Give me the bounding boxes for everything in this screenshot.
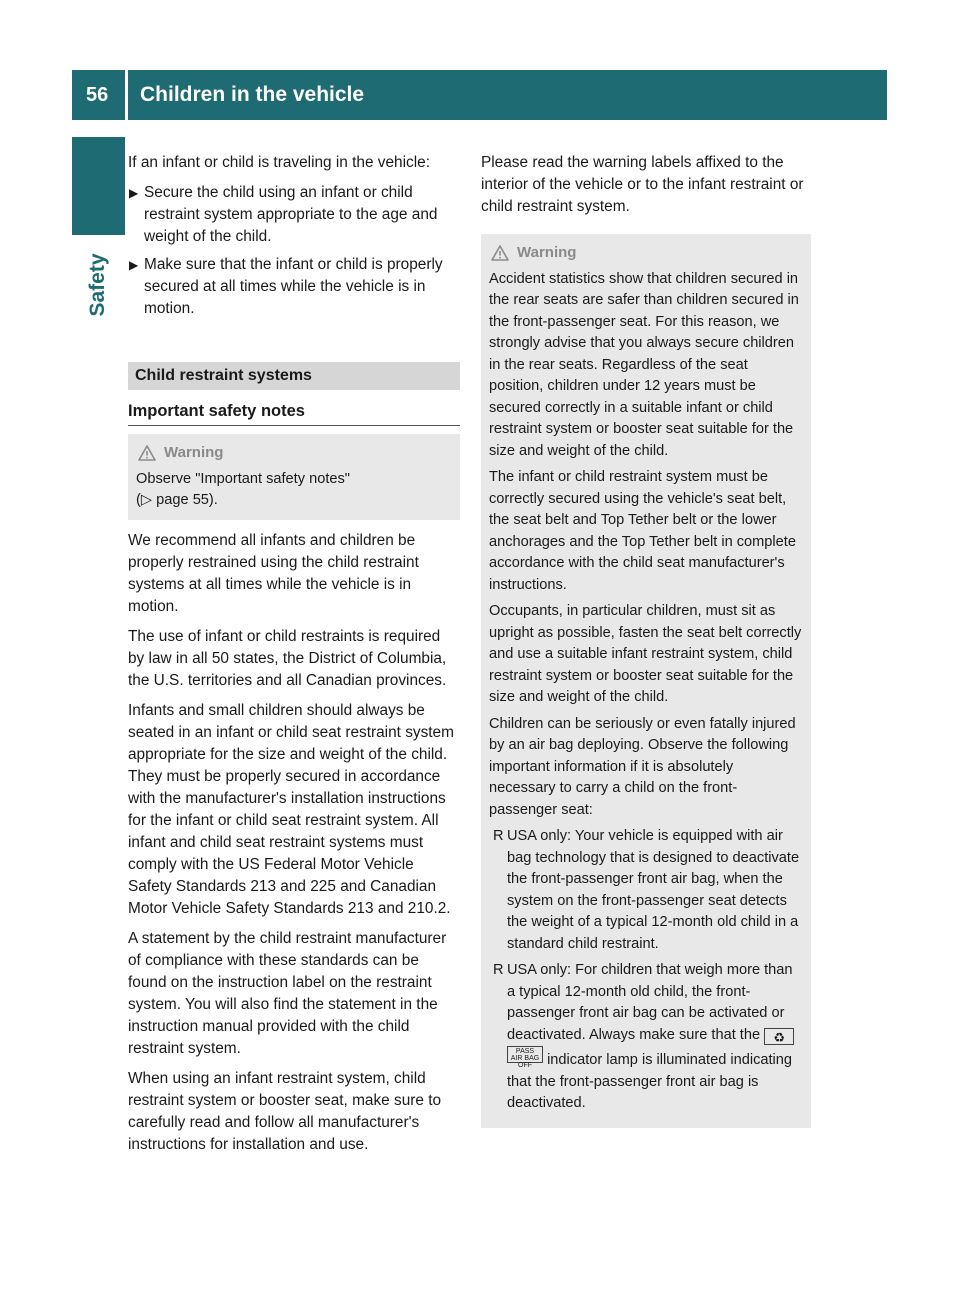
warning-box xyxy=(128,434,460,520)
warning-header xyxy=(136,442,452,464)
header-divider xyxy=(125,70,128,120)
list-item xyxy=(128,254,460,320)
bullet-text: Secure the child using an infant or child restraint system appropriate to the age and weight of the child. xyxy=(144,184,438,245)
page-reference[interactable]: (▷ page 55). xyxy=(136,492,218,508)
warning-paragraph: The infant or child restraint system must be correctly secured using the vehicle's seat belt, the seat belt and Top Tether belt or the lower anchorages and the Top Tether belt in complete accordance with the child seat manufacturer's instructions. xyxy=(489,469,796,593)
subheading: Important safety notes xyxy=(128,390,460,426)
list-item xyxy=(128,182,460,248)
page-title: Children in the vehicle xyxy=(140,83,365,106)
warning-triangle-icon xyxy=(138,445,156,461)
page-number: 56 xyxy=(86,84,109,106)
lamp-text-2: AIR BAG OFF xyxy=(510,1055,540,1069)
side-tab-text: Safety xyxy=(86,253,109,317)
reference-arrow-icon: ▷ xyxy=(140,492,153,508)
warning-header xyxy=(489,242,803,264)
warning-list-item xyxy=(489,960,803,1115)
section-heading: Child restraint systems xyxy=(128,362,460,390)
arrow-bullet-icon: ▶ xyxy=(129,258,139,272)
paragraph: When using an infant restraint system, child restraint system or booster seat, make sure to carefully read and follow all manufacturer's instructions for installation and use. xyxy=(128,1069,442,1153)
warning-paragraph: Accident statistics show that children secured in the rear seats are safer than children secured in the front-passenger seat. For this reason, we strongly advise that you always secure children in the rear seats. Regardless of the seat position, children under 12 years must be secured correctly in a suitable infant or child restraint system or booster seat suitable for the size and weight of the child. xyxy=(489,270,799,459)
intro-text: Please read the warning labels affixed to the interior of the vehicle or to the infant restraint or child restraint system. xyxy=(481,154,804,215)
warning-label: Warning xyxy=(164,444,224,461)
warning-bullet-text: USA only: Your vehicle is equipped with air bag technology that is designed to deactivate the front-passenger front air bag, when the system on the front-passenger seat detects the weight of a typical 12-month old child in a standard child restraint. xyxy=(507,828,800,952)
paragraph: The use of infant or child restraints is required by law in all 50 states, the District of Columbia, the U.S. territories and all Canadian provinces. xyxy=(128,627,447,689)
lamp-tail-text: indicator lamp is illuminated indicating that the front-passenger front air bag is deactivated. xyxy=(507,1052,793,1111)
side-tab-block xyxy=(72,137,125,235)
bullet-mark: R xyxy=(493,962,504,978)
paragraph: A statement by the child restraint manufacturer of compliance with these standards can be found on the instruction label on the restraint system. You will also find the statement in the instruction manual provided with the child restraint system. xyxy=(128,929,447,1057)
left-column xyxy=(128,152,460,1164)
reference-text: page 55). xyxy=(156,492,218,508)
bullet-mark: R xyxy=(493,828,504,844)
child-seat-lamp-icon: ♻ xyxy=(764,1028,794,1045)
lamp-text-1: PASS xyxy=(515,1048,535,1055)
bullet-text: Make sure that the infant or child is properly secured at all times while the vehicle is in motion. xyxy=(144,256,443,317)
warning-paragraph: Occupants, in particular children, must sit as upright as possible, fasten the seat belt correctly and use a suitable infant restraint system, child restraint system or booster seat suitable for the size and weight of the child. xyxy=(489,603,802,705)
side-tab-label xyxy=(72,245,125,325)
intro-text: If an infant or child is traveling in the vehicle: xyxy=(128,154,430,171)
right-column xyxy=(481,152,811,1138)
warning-box xyxy=(481,234,811,1128)
warning-label: Warning xyxy=(517,244,577,261)
warning-bullet-text: USA only: For children that weigh more than a typical 12-month old child, the front-passenger front air bag can be activated or deactivated. Always make sure that the xyxy=(507,962,793,1043)
warning-triangle-icon xyxy=(491,245,509,261)
airbag-off-lamp-icon xyxy=(507,1046,543,1069)
arrow-bullet-icon: ▶ xyxy=(129,186,139,200)
warning-text: Observe "Important safety notes" xyxy=(136,470,350,487)
paragraph: Infants and small children should always be seated in an infant or child seat restraint system appropriate for the size and weight of the child. They must be properly secured in accordance with the manufacturer's installation instructions for the infant or child seat restraint system. All infant and child seat restraint systems must comply with the US Federal Motor Vehicle Safety Standards 213 and 225 and Canadian Motor Vehicle Safety Standards 213 and 210.2. xyxy=(128,701,454,917)
warning-list-item xyxy=(489,826,803,955)
paragraph: We recommend all infants and children be properly restrained using the child restraint systems at all times while the vehicle is in motion. xyxy=(128,531,419,615)
warning-paragraph: Children can be seriously or even fatally injured by an air bag deploying. Observe the following important information if it is absolutely necessary to carry a child on the front-passenger seat: xyxy=(489,715,796,818)
